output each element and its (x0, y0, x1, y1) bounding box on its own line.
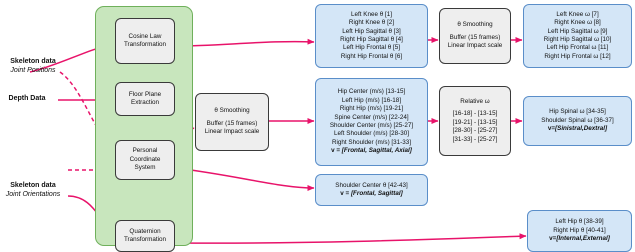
cosine-law-transformation-box (115, 18, 175, 64)
box-title: θ Smoothing (214, 107, 250, 115)
box-line: [19-21] - [13-15] (452, 118, 498, 126)
feature-line: Shoulder Spinal ω [36-37] (541, 116, 614, 124)
spinal-omega-box (523, 96, 632, 146)
box-line: Cosine Law (128, 32, 162, 40)
feature-line: Left Shoulder (m/s) [28-30] (334, 130, 409, 138)
feature-line: Hip Center (m/s) [13-15] (337, 88, 406, 96)
box-line: Coordinate (129, 155, 161, 163)
personal-coordinate-system-box (115, 140, 175, 180)
vector-components: [Frontal, Sagittal, Axial] (341, 147, 412, 155)
feature-line: Hip Spinal ω [34-35] (549, 108, 606, 116)
feature-line: Right Shoulder (m/s) [31-33] (331, 138, 412, 146)
vector-definition (548, 125, 607, 133)
box-title: Relative ω (460, 97, 490, 105)
input-skeleton-orientations (0, 182, 66, 199)
arrow-quaternion-to-hip (176, 236, 526, 243)
quaternion-transformation-box (115, 220, 175, 252)
vector-components: [Sinistral,Dextral] (555, 125, 608, 133)
box-line: Buffer (15 frames) (206, 119, 258, 127)
feature-line: Left Hip Sagittal θ [3] (342, 27, 401, 35)
input-subtitle: Joint Orientations (5, 190, 61, 198)
feature-line: Right Hip Sagittal ω [10] (543, 36, 612, 43)
vector-prefix: v= (549, 235, 557, 243)
feature-line: Left Hip Sagittal ω [9] (547, 27, 608, 35)
feature-line: Left Knee θ [1] (351, 10, 392, 18)
floor-plane-extraction-box (115, 82, 175, 116)
input-skeleton-positions (0, 58, 66, 75)
joint-angles-omega-box (523, 4, 632, 68)
joint-angles-theta-box (315, 4, 428, 68)
box-line: Transformation (123, 41, 167, 48)
feature-line: Right Knee ω [8] (554, 19, 601, 27)
box-line: Linear Impact scale (447, 42, 503, 50)
feature-line: Right Knee θ [2] (348, 19, 395, 27)
theta-smoothing-top-box (439, 8, 511, 64)
feature-line: Left Hip Frontal θ [5] (342, 44, 401, 52)
feature-line: Right Hip Frontal ω [12] (544, 52, 611, 60)
input-title: Depth Data (8, 95, 46, 102)
box-line: Floor Plane (128, 90, 162, 98)
arrow-personal-to-shoulder (176, 168, 314, 188)
vector-prefix: v = (340, 190, 351, 197)
vector-components: [Frontal, Sagittal] (350, 190, 403, 197)
box-title: θ Smoothing (457, 21, 493, 29)
feature-line: Right Hip Sagittal θ [4] (340, 36, 403, 43)
input-title: Skeleton data (10, 58, 56, 65)
vector-definition (340, 190, 402, 198)
vector-definition (331, 147, 412, 155)
vector-components: [Internal,External] (556, 235, 610, 243)
vector-prefix: v= (547, 125, 556, 133)
feature-line: Shoulder Center (m/s) [25-27] (329, 122, 414, 129)
box-line: [31-33] - [25-27] (452, 135, 498, 143)
feature-line: Left Hip Frontal ω [11] (546, 44, 609, 52)
vector-prefix: v = (331, 147, 342, 155)
joint-velocities-box (315, 78, 428, 166)
input-depth-data (0, 95, 59, 104)
arrow-cosine-to-angles (176, 42, 314, 46)
box-line: Transformation (123, 236, 167, 243)
feature-line: Left Hip θ [38-39] (555, 218, 604, 226)
input-title: Skeleton data (10, 182, 56, 189)
feature-line: Spine Center (m/s) [22-24] (334, 113, 409, 121)
feature-line: Right Hip (m/s) [19-21] (339, 105, 404, 113)
box-line: Buffer (15 frames) (449, 33, 501, 41)
box-line: Personal (132, 147, 158, 155)
vector-definition (549, 235, 610, 243)
hip-rotation-theta-box (527, 210, 632, 252)
feature-line: Left Knee ω [7] (556, 10, 599, 18)
box-line: System (134, 164, 156, 172)
relative-omega-box (439, 86, 511, 156)
shoulder-center-theta-box (315, 174, 428, 206)
input-subtitle: Joint Positions (10, 66, 56, 74)
box-line: Quaternion (129, 227, 161, 235)
box-line: Linear Impact scale (204, 128, 260, 136)
box-line: Extraction (131, 99, 159, 106)
box-line: [16-18] - [13-15] (452, 110, 498, 118)
feature-line: Right Hip Frontal θ [6] (340, 52, 403, 60)
theta-smoothing-box (195, 93, 269, 151)
feature-line: Shoulder Center θ [42-43] (335, 181, 408, 189)
feature-line: Left Hip (m/s) [16-18] (341, 96, 402, 104)
box-line: [28-30] - [25-27] (452, 127, 498, 135)
feature-line: Right Hip θ [40-41] (553, 226, 606, 234)
